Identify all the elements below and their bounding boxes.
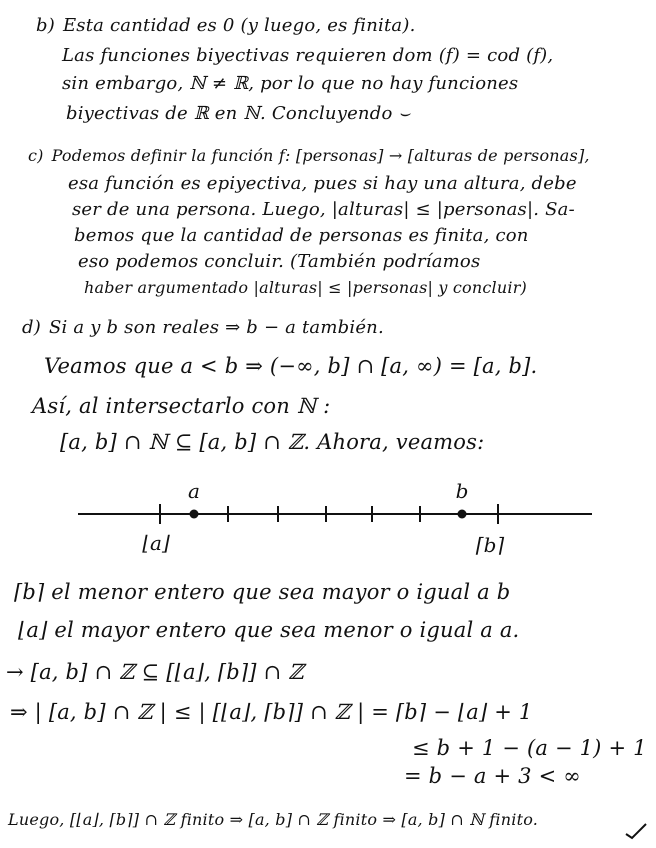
part-d-line-4: [a, b] ∩ ℕ ⊆ [a, b] ∩ ℤ. Ahora, veamos: xyxy=(60,430,485,454)
part-c-line-3: ser de una persona. Luego, |alturas| ≤ |personas|. Sa- xyxy=(72,199,575,220)
end-mark-icon xyxy=(622,818,652,842)
part-c-line-2: esa función es epiyectiva, pues si hay una altura, debe xyxy=(68,173,577,194)
definition-ceil-b: ⌈b⌉ el menor entero que sea mayor o igual a b xyxy=(14,580,511,604)
floor-a-label: ⌊a⌋ xyxy=(142,531,170,555)
part-d-line-1: d) Si a y b son reales ⇒ b − a también. xyxy=(22,317,384,338)
part-b-label: b) xyxy=(36,15,55,36)
part-d-line-2: Veamos que a < b ⇒ (−∞, b] ∩ [a, ∞) = [a, b]. xyxy=(44,354,538,378)
part-c-line-5: eso podemos concluir. (También podríamos xyxy=(78,251,481,272)
derivation-line-3: ≤ b + 1 − (a − 1) + 1 xyxy=(412,736,647,760)
derivation-line-2: ⇒ | [a, b] ∩ ℤ | ≤ | [⌊a⌋, ⌈b⌉] ∩ ℤ | = ⌈b⌉ − ⌊a⌋ + 1 xyxy=(10,700,533,724)
part-b-line-1: b) Esta cantidad es 0 (y luego, es finita). xyxy=(36,15,416,36)
ceil-b-label: ⌈b⌉ xyxy=(475,533,505,557)
point-b-dot xyxy=(458,510,467,519)
derivation-line-1: → [a, b] ∩ ℤ ⊆ [⌊a⌋, ⌈b⌉] ∩ ℤ xyxy=(6,660,304,684)
point-a-dot xyxy=(190,510,199,519)
part-c-line-6: haber argumentado |alturas| ≤ |personas| y concluir) xyxy=(84,278,527,297)
part-d-label: d) xyxy=(22,317,41,338)
part-b-line-2: Las funciones biyectivas requieren dom (f) = cod (f), xyxy=(62,45,554,66)
part-c-line-1: c) Podemos definir la función f: [personas] → [alturas de personas], xyxy=(28,146,590,165)
part-c-line-4: bemos que la cantidad de personas es finita, con xyxy=(74,225,529,246)
number-line-diagram xyxy=(70,474,600,560)
conclusion-line: Luego, [⌊a⌋, ⌈b⌉] ∩ ℤ finito ⇒ [a, b] ∩ ℤ finito ⇒ [a, b] ∩ ℕ finito. xyxy=(8,810,539,829)
derivation-line-4: = b − a + 3 < ∞ xyxy=(404,764,581,788)
point-b-label: b xyxy=(455,479,469,503)
part-c-label: c) xyxy=(28,146,44,165)
point-a-label: a xyxy=(188,479,200,503)
part-b-line-4: biyectivas de ℝ en ℕ. Concluyendo ⌣ xyxy=(66,103,411,124)
part-d-line-3: Así, al intersectarlo con ℕ : xyxy=(32,394,331,418)
definition-floor-a: ⌊a⌋ el mayor entero que sea menor o igual a a. xyxy=(18,618,520,642)
part-b-line-3: sin embargo, ℕ ≠ ℝ, por lo que no hay funciones xyxy=(62,73,519,94)
